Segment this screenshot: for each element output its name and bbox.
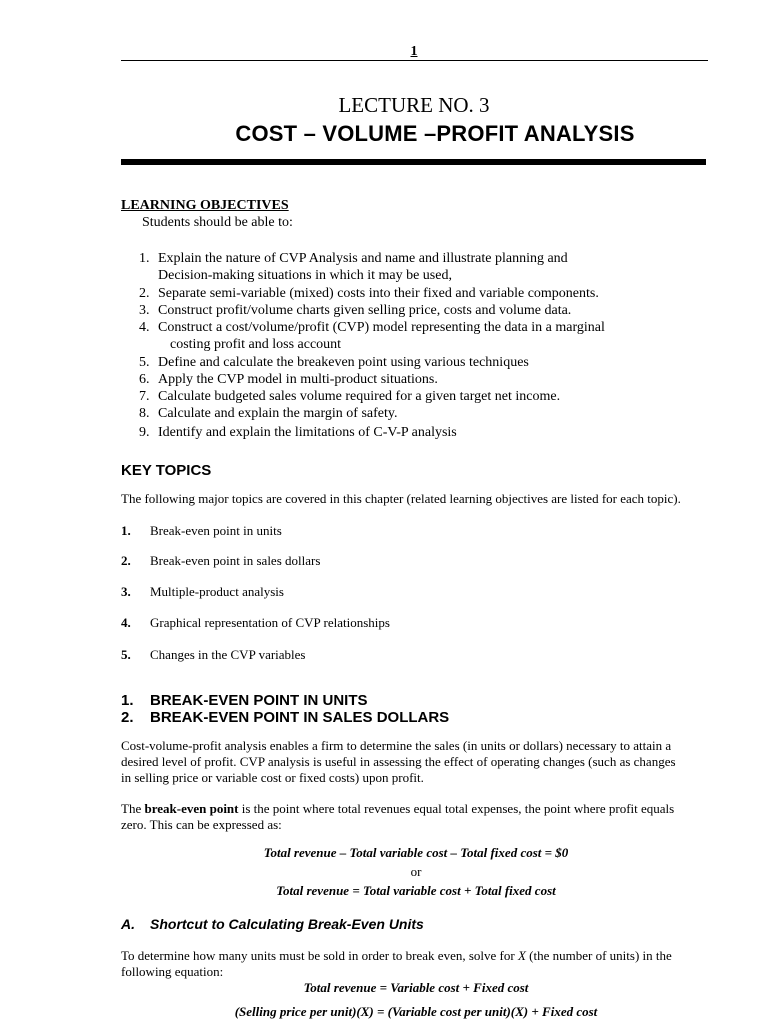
- objective-text: Calculate budgeted sales volume required for a given target net income.: [158, 389, 561, 404]
- objective-text: Explain the nature of CVP Analysis and name and illustrate planning and: [158, 251, 568, 266]
- equation-selling-price-units: (Selling price per unit)(X) = (Variable cost per unit)(X) + Fixed cost: [234, 1004, 598, 1019]
- topic-item: [121, 523, 681, 541]
- learning-objectives-intro: Students should be able to:: [142, 215, 293, 230]
- topic-number: 3.: [121, 584, 131, 599]
- objective-text-continued: Decision-making situations in which it may be used,: [158, 268, 452, 283]
- subsection-letter: A.: [121, 916, 135, 932]
- paragraph-line: zero. This can be expressed as:: [121, 817, 282, 832]
- topic-item: [121, 615, 681, 633]
- objective-item: [139, 250, 719, 284]
- page-number: 1: [410, 44, 418, 59]
- topic-number: 5.: [121, 647, 131, 662]
- objective-number: 3.: [139, 303, 150, 318]
- paragraph-text: is the point where total revenues equal total expenses, the point where profit equals: [238, 801, 675, 816]
- header-rule: [121, 60, 708, 61]
- section-title: BREAK-EVEN POINT IN SALES DOLLARS: [150, 709, 450, 726]
- lecture-number: LECTURE NO. 3: [338, 93, 490, 117]
- key-topics-intro: The following major topics are covered in this chapter (related learning objectives are listed for each topic).: [121, 491, 681, 506]
- topic-text: Changes in the CVP variables: [150, 647, 306, 662]
- objective-text: Apply the CVP model in multi-product situations.: [158, 372, 438, 387]
- paragraph-text: The: [121, 801, 145, 816]
- paragraph-line: Cost-volume-profit analysis enables a firm to determine the sales (in units or dollars) necessary to attain a: [121, 738, 672, 753]
- equation-revenue-variable-fixed: Total revenue = Variable cost + Fixed cost: [303, 980, 529, 995]
- section-title: BREAK-EVEN POINT IN UNITS: [150, 692, 368, 709]
- objective-text: Define and calculate the breakeven point using various techniques: [158, 355, 529, 370]
- paragraph-line: in selling price or variable cost or fixed costs) upon profit.: [121, 770, 424, 785]
- objective-item: [139, 285, 719, 302]
- cvp-intro-paragraph: [121, 738, 711, 786]
- paragraph-text: (the number of units) in the: [525, 948, 672, 963]
- learning-objectives-heading: LEARNING OBJECTIVES: [121, 198, 289, 213]
- objective-number: 8.: [139, 406, 150, 421]
- topic-text: Graphical representation of CVP relationships: [150, 615, 390, 630]
- objective-text: Construct a cost/volume/profit (CVP) model representing the data in a marginal: [158, 320, 605, 335]
- objective-number: 9.: [139, 425, 150, 440]
- objective-item: [139, 388, 719, 405]
- topic-number: 4.: [121, 615, 131, 630]
- objective-text: Construct profit/volume charts given selling price, costs and volume data.: [158, 303, 572, 318]
- topic-text: Multiple-product analysis: [150, 584, 284, 599]
- section-heading: [121, 692, 681, 710]
- objective-item: [139, 371, 719, 388]
- title-rule: [121, 159, 706, 165]
- topic-text: Break-even point in units: [150, 523, 282, 538]
- objective-number: 7.: [139, 389, 150, 404]
- topic-number: 1.: [121, 523, 131, 538]
- topic-item: [121, 584, 681, 602]
- objective-number: 4.: [139, 320, 150, 335]
- objective-item: [139, 354, 719, 371]
- key-topics-heading: KEY TOPICS: [121, 462, 212, 479]
- objective-number: 5.: [139, 355, 150, 370]
- objective-text: Separate semi-variable (mixed) costs into their fixed and variable components.: [158, 286, 599, 301]
- objective-item: [139, 319, 719, 353]
- objective-text: Calculate and explain the margin of safety.: [158, 406, 398, 421]
- break-even-units-paragraph: [121, 948, 711, 980]
- topic-item: [121, 553, 681, 571]
- equation-profit-zero: Total revenue – Total variable cost – Total fixed cost = $0: [263, 845, 569, 860]
- page-title: COST – VOLUME –PROFIT ANALYSIS: [235, 121, 635, 146]
- objective-number: 1.: [139, 251, 150, 266]
- objective-text: Identify and explain the limitations of C-V-P analysis: [158, 425, 457, 440]
- subsection-heading: [121, 916, 681, 934]
- objective-number: 6.: [139, 372, 150, 387]
- topic-number: 2.: [121, 553, 131, 568]
- topic-text: Break-even point in sales dollars: [150, 553, 321, 568]
- section-number: 2.: [121, 709, 134, 726]
- objective-text-continued: costing profit and loss account: [170, 337, 342, 352]
- objective-item: [139, 302, 719, 319]
- objective-item: [139, 405, 719, 422]
- topic-item: [121, 647, 681, 665]
- paragraph-line: following equation:: [121, 964, 224, 979]
- objective-item: [139, 424, 719, 441]
- section-heading: [121, 709, 681, 727]
- term-break-even-point: break-even point: [144, 801, 239, 816]
- section-number: 1.: [121, 692, 134, 709]
- or-separator: or: [410, 864, 422, 879]
- paragraph-text: To determine how many units must be sold in order to break even, solve for: [121, 948, 518, 963]
- variable-x: X: [517, 948, 526, 963]
- paragraph-line: desired level of profit. CVP analysis is useful in assessing the effect of operating changes (such as changes: [121, 754, 676, 769]
- subsection-title: Shortcut to Calculating Break-Even Units: [150, 916, 424, 932]
- break-even-definition: [121, 801, 711, 833]
- equation-revenue-equals-costs: Total revenue = Total variable cost + Total fixed cost: [276, 883, 556, 898]
- objective-number: 2.: [139, 286, 150, 301]
